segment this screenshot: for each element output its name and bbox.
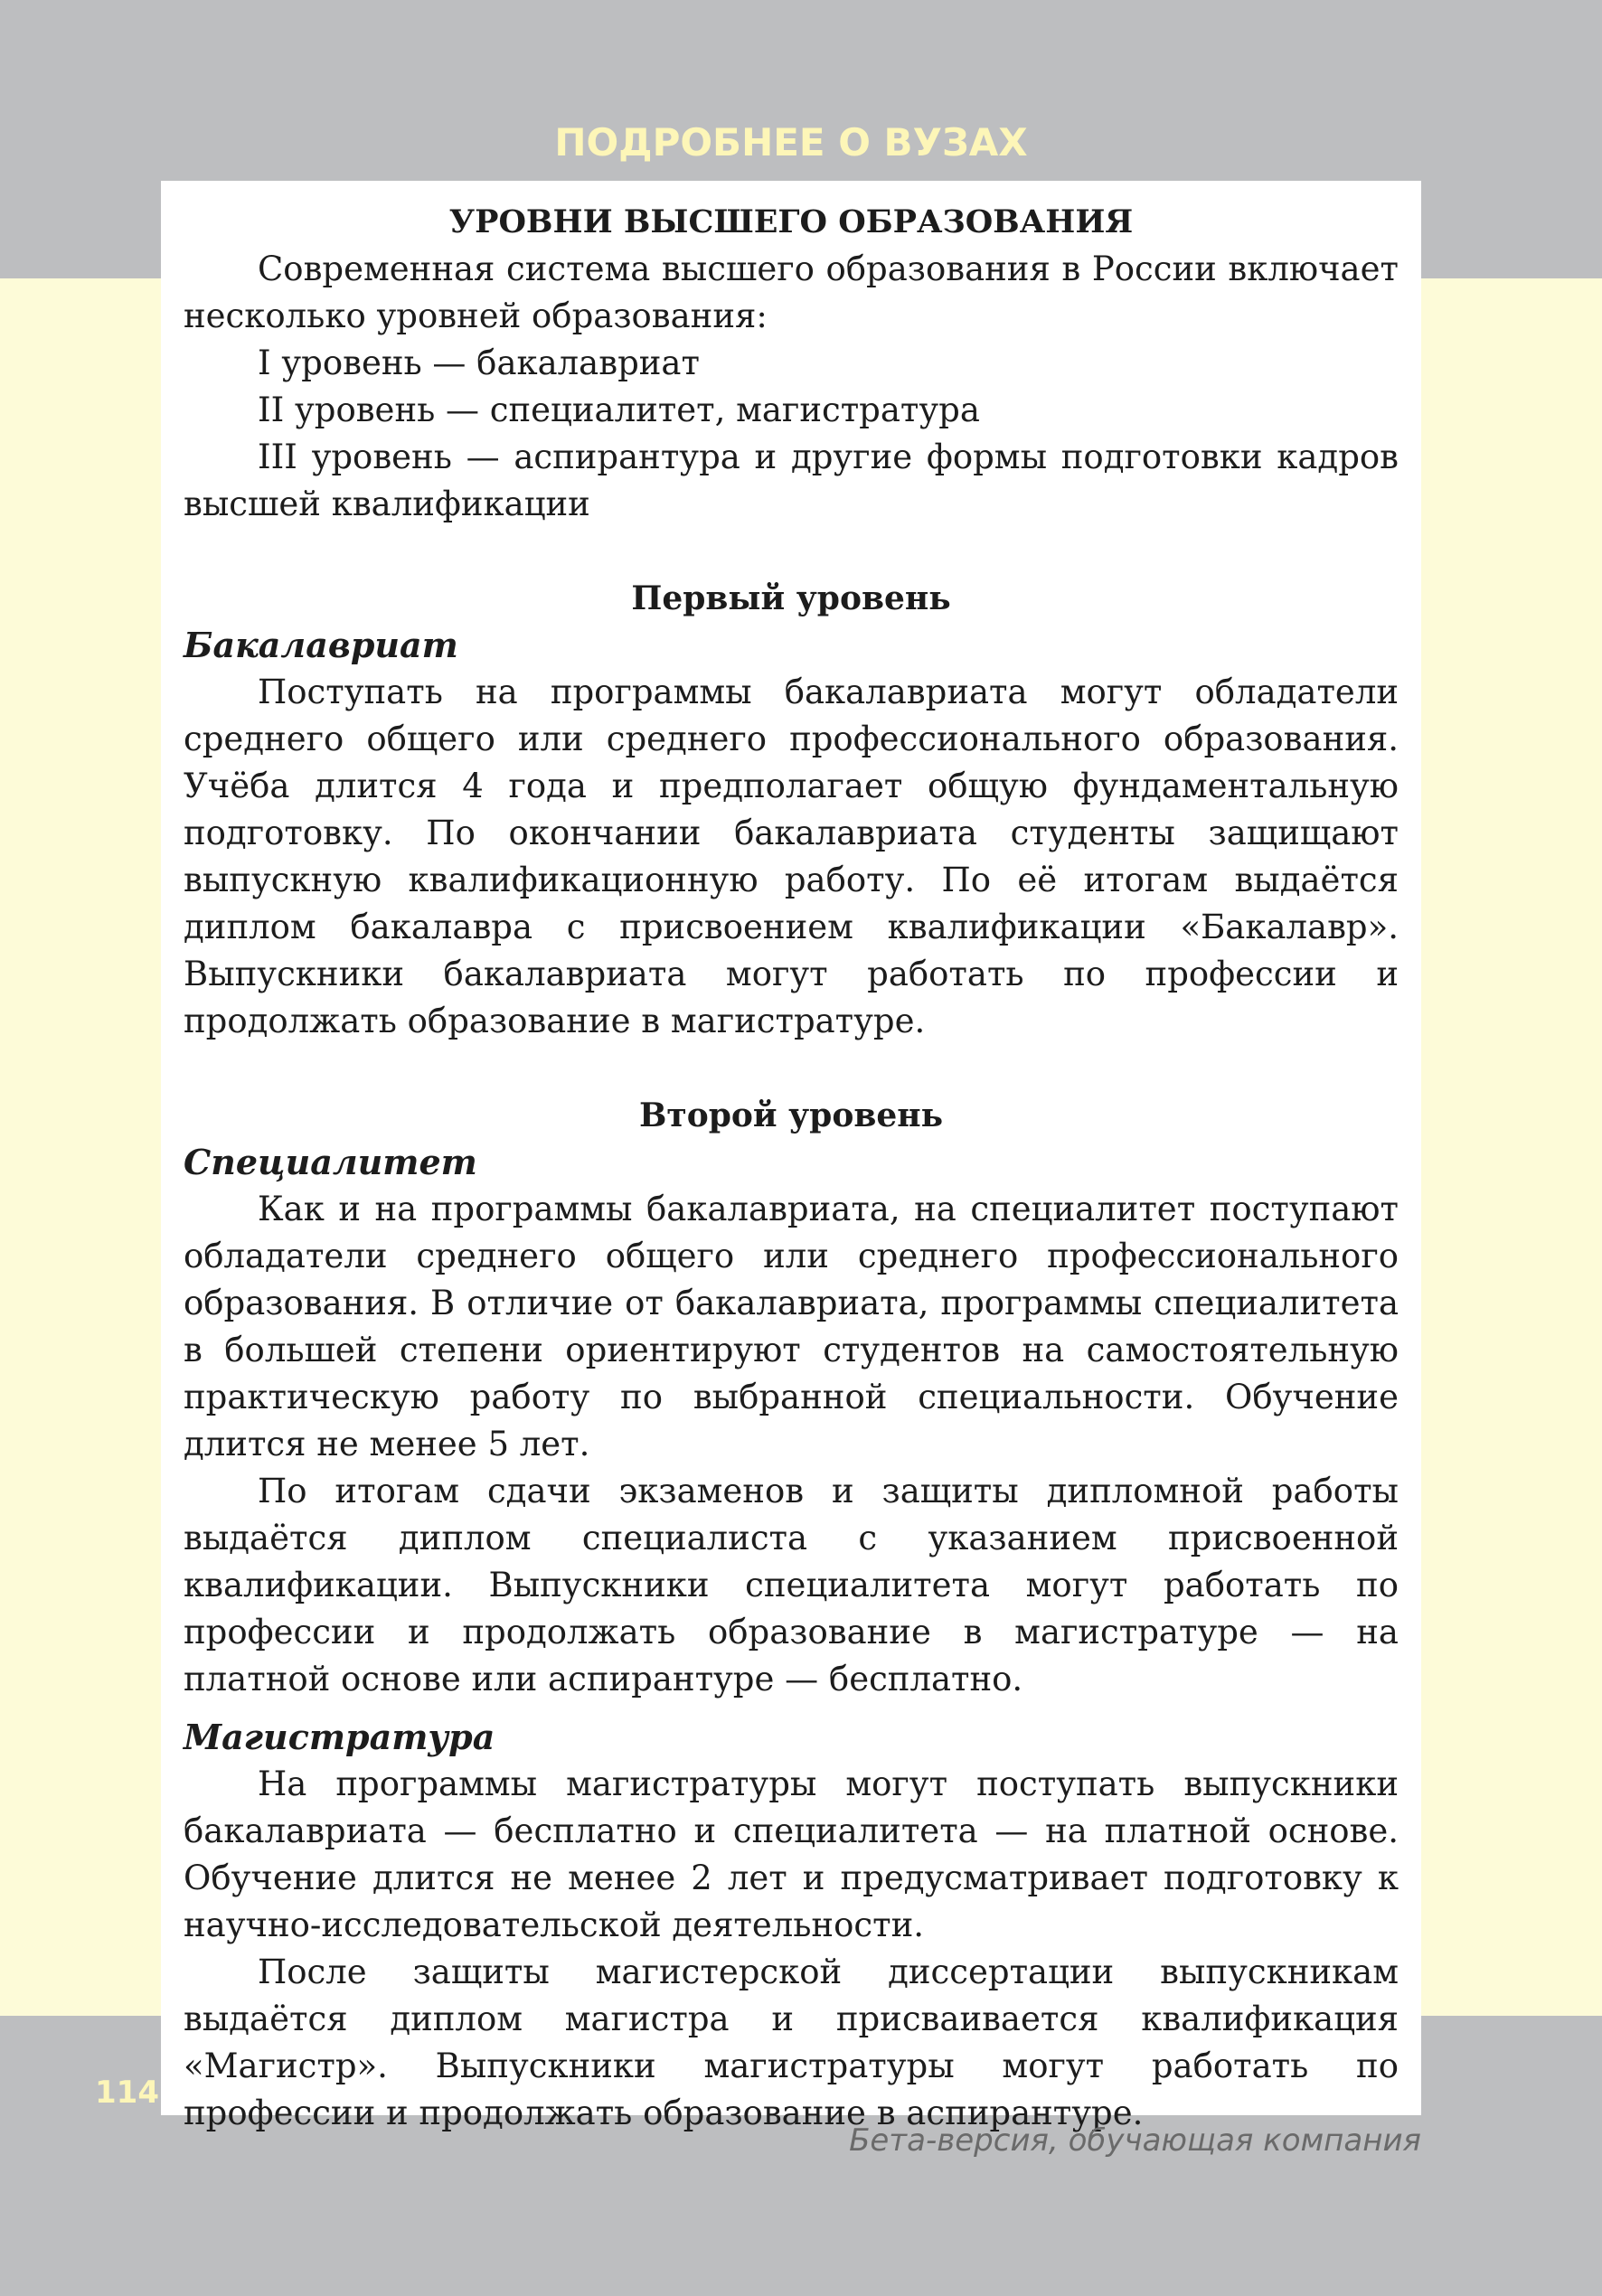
magistratura-subheading: Магистратура xyxy=(184,1717,495,1757)
level-item-2: II уровень — специалитет, магистратура xyxy=(258,391,980,429)
level-item-1: I уровень — бакалавриат xyxy=(258,343,700,382)
level2-heading: Второй уровень xyxy=(638,1096,944,1134)
specialitet-paragraph-2: По итогам сдачи экзаменов и защиты дипломной работы выдаётся диплом специалиста с указанием присвоенной квалификации. Выпускники специалитета могут работать по профессии и продолжать образование в магистратуре — на платной основе или аспирантуре — бесплатно. xyxy=(184,1472,1399,1698)
bachelor-subheading: Бакалавриат xyxy=(184,625,458,665)
magistratura-paragraph-1: На программы магистратуры могут поступать выпускники бакалавриата — бесплатно и специалитета — на платной основе. Обучение длится не менее 2 лет и предусматривает подготовку к научно-исследовательской деятельности. xyxy=(184,1764,1399,1944)
specialitet-paragraph-1: Как и на программы бакалавриата, на специалитет поступают обладатели среднего общего или среднего профессионального образования. В отличие от бакалавриата, программы специалитета в большей степени ориентируют студентов на самостоятельную практическую работу по выбранной специальности. Обучение длится не менее 5 лет. xyxy=(184,1190,1399,1463)
page-content xyxy=(161,181,1421,2132)
main-title: УРОВНИ ВЫСШЕГО ОБРАЗОВАНИЯ xyxy=(448,203,1134,240)
intro-paragraph: Современная система высшего образования в России включает несколько уровней образования: xyxy=(184,249,1399,335)
magistratura-paragraph-2: После защиты магистерской диссертации выпускникам выдаётся диплом магистра и присваивается квалификация «Магистр». Выпускники магистратуры могут работать по профессии и продолжать образование в аспирантуре. xyxy=(184,1953,1399,2132)
page-number: 114 xyxy=(95,2075,159,2111)
bachelor-paragraph: Поступать на программы бакалавриата могут обладатели среднего общего или среднего профессионального образования. Учёба длится 4 года и предполагает общую фундаментальную подготовку. По окончании бакалавриата студенты защищают выпускную квалификационную работу. По её итогам выдаётся диплом бакалавра с присвоением квалификации «Бакалавр». Выпускники бакалавриата могут работать по профессии и продолжать образование в магистратуре. xyxy=(184,673,1399,1040)
level-item-3: III уровень — аспирантура и другие формы подготовки кадров высшей квалификации xyxy=(184,438,1399,523)
footer-note: Бета-версия, обучающая компания xyxy=(849,2122,1421,2159)
specialitet-subheading: Специалитет xyxy=(184,1142,477,1182)
section-header: ПОДРОБНЕЕ О ВУЗАХ xyxy=(554,120,1028,165)
level1-heading: Первый уровень xyxy=(631,579,951,617)
